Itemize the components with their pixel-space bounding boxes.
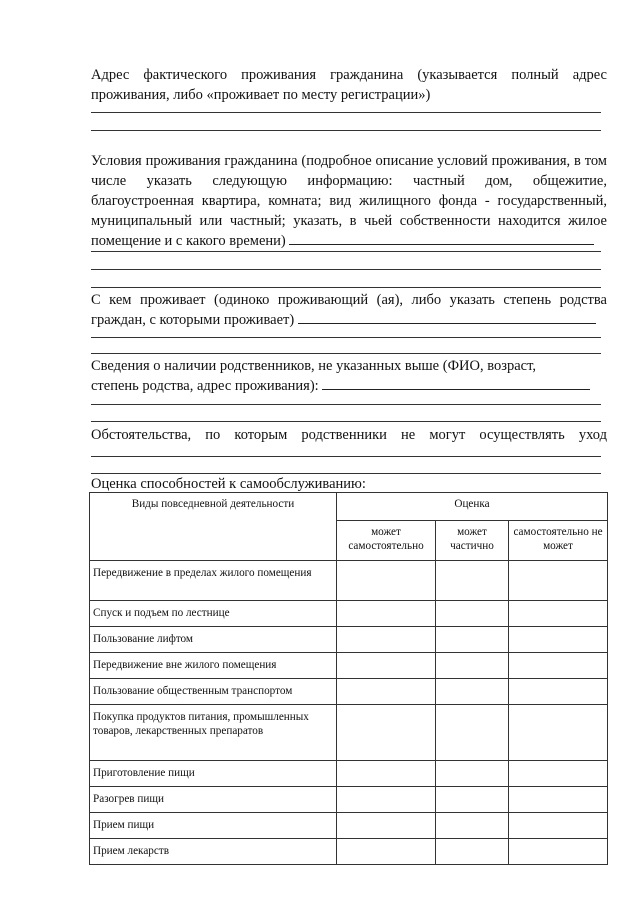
lives-with-fill-line-2[interactable]	[91, 353, 601, 354]
relatives-fill-inline[interactable]	[322, 377, 590, 390]
conditions-text: Условия проживания гражданина (подробное описание условий проживания, в том числе указать следующую информацию: частный дом, общежитие, благоустроенная квартира, комната; вид жилищного фонда - государственный, муниципальный или частный; указать, в чьей собственности находится жилое помещение и с какого времени)	[91, 153, 607, 249]
rating-cell-independent[interactable]	[337, 761, 436, 787]
rating-cell-unable[interactable]	[509, 839, 608, 865]
assessment-table	[89, 492, 608, 865]
rating-cell-independent[interactable]	[337, 561, 436, 601]
rating-cell-partial[interactable]	[436, 813, 509, 839]
rating-cell-unable[interactable]	[509, 601, 608, 627]
rating-cell-independent[interactable]	[337, 627, 436, 653]
conditions-fill-inline[interactable]	[289, 232, 594, 245]
relatives-label	[91, 356, 607, 396]
lives-with-label	[91, 290, 607, 330]
table-row	[90, 679, 608, 705]
activity-label: Пользование лифтом	[90, 627, 337, 653]
assessment-title: Оценка способностей к самообслуживанию:	[91, 476, 366, 492]
rating-cell-independent[interactable]	[337, 653, 436, 679]
rating-cell-independent[interactable]	[337, 705, 436, 761]
subcol-partial: может частично	[436, 521, 509, 561]
col-activity-header: Виды повседневной деятельности	[90, 493, 337, 561]
activity-label: Приготовление пищи	[90, 761, 337, 787]
rating-cell-independent[interactable]	[337, 839, 436, 865]
conditions-fill-line-2[interactable]	[91, 269, 601, 270]
table-row	[90, 627, 608, 653]
address-label: Адрес фактического проживания гражданина (указывается полный адрес проживания, либо «проживает по месту регистрации»)	[91, 67, 607, 103]
circumstances-fill-line-2[interactable]	[91, 473, 601, 474]
address-fill-line-2[interactable]	[91, 130, 601, 131]
activity-label: Разогрев пищи	[90, 787, 337, 813]
subcol-independent: может самостоятельно	[337, 521, 436, 561]
lives-with-text: С кем проживает (одиноко проживающий (ая), либо указать степень родства граждан, с которыми проживает)	[91, 292, 607, 328]
relatives-fill-line-2[interactable]	[91, 421, 601, 422]
rating-cell-unable[interactable]	[509, 653, 608, 679]
rating-cell-partial[interactable]	[436, 627, 509, 653]
table-row	[90, 601, 608, 627]
circumstances-label: Обстоятельства, по которым родственники не могут осуществлять уход	[91, 427, 607, 443]
rating-cell-unable[interactable]	[509, 561, 608, 601]
col-rating-header: Оценка	[337, 493, 608, 521]
table-row	[90, 561, 608, 601]
lives-with-fill-line-1[interactable]	[91, 337, 601, 338]
rating-cell-partial[interactable]	[436, 601, 509, 627]
activity-label: Передвижение вне жилого помещения	[90, 653, 337, 679]
activity-label: Спуск и подъем по лестнице	[90, 601, 337, 627]
activity-label: Пользование общественным транспортом	[90, 679, 337, 705]
rating-cell-partial[interactable]	[436, 679, 509, 705]
lives-with-fill-inline[interactable]	[298, 311, 596, 324]
rating-cell-unable[interactable]	[509, 813, 608, 839]
table-row	[90, 839, 608, 865]
table-row	[90, 705, 608, 761]
rating-cell-unable[interactable]	[509, 761, 608, 787]
conditions-fill-line-3[interactable]	[91, 287, 601, 288]
rating-cell-partial[interactable]	[436, 653, 509, 679]
rating-cell-partial[interactable]	[436, 705, 509, 761]
activity-label: Прием лекарств	[90, 839, 337, 865]
rating-cell-unable[interactable]	[509, 787, 608, 813]
activity-label: Прием пищи	[90, 813, 337, 839]
conditions-label	[91, 151, 607, 251]
activity-label: Покупка продуктов питания, промышленных товаров, лекарственных препаратов	[90, 705, 337, 761]
rating-cell-unable[interactable]	[509, 627, 608, 653]
circumstances-fill-line-1[interactable]	[91, 456, 601, 457]
rating-cell-independent[interactable]	[337, 787, 436, 813]
relatives-line-1: Сведения о наличии родственников, не указанных выше (ФИО, возраст,	[91, 358, 536, 374]
rating-cell-partial[interactable]	[436, 761, 509, 787]
rating-cell-partial[interactable]	[436, 839, 509, 865]
rating-cell-independent[interactable]	[337, 679, 436, 705]
relatives-fill-line-1[interactable]	[91, 404, 601, 405]
address-fill-line-1[interactable]	[91, 112, 601, 113]
rating-cell-independent[interactable]	[337, 813, 436, 839]
rating-cell-unable[interactable]	[509, 705, 608, 761]
table-row	[90, 761, 608, 787]
relatives-line-2: степень родства, адрес проживания):	[91, 378, 319, 394]
table-row	[90, 653, 608, 679]
activity-label: Передвижение в пределах жилого помещения	[90, 561, 337, 601]
subcol-unable: самостоятельно не может	[509, 521, 608, 561]
rating-cell-independent[interactable]	[337, 601, 436, 627]
conditions-fill-line-1[interactable]	[91, 251, 601, 252]
table-row	[90, 787, 608, 813]
rating-cell-partial[interactable]	[436, 787, 509, 813]
rating-cell-partial[interactable]	[436, 561, 509, 601]
table-row	[90, 813, 608, 839]
rating-cell-unable[interactable]	[509, 679, 608, 705]
